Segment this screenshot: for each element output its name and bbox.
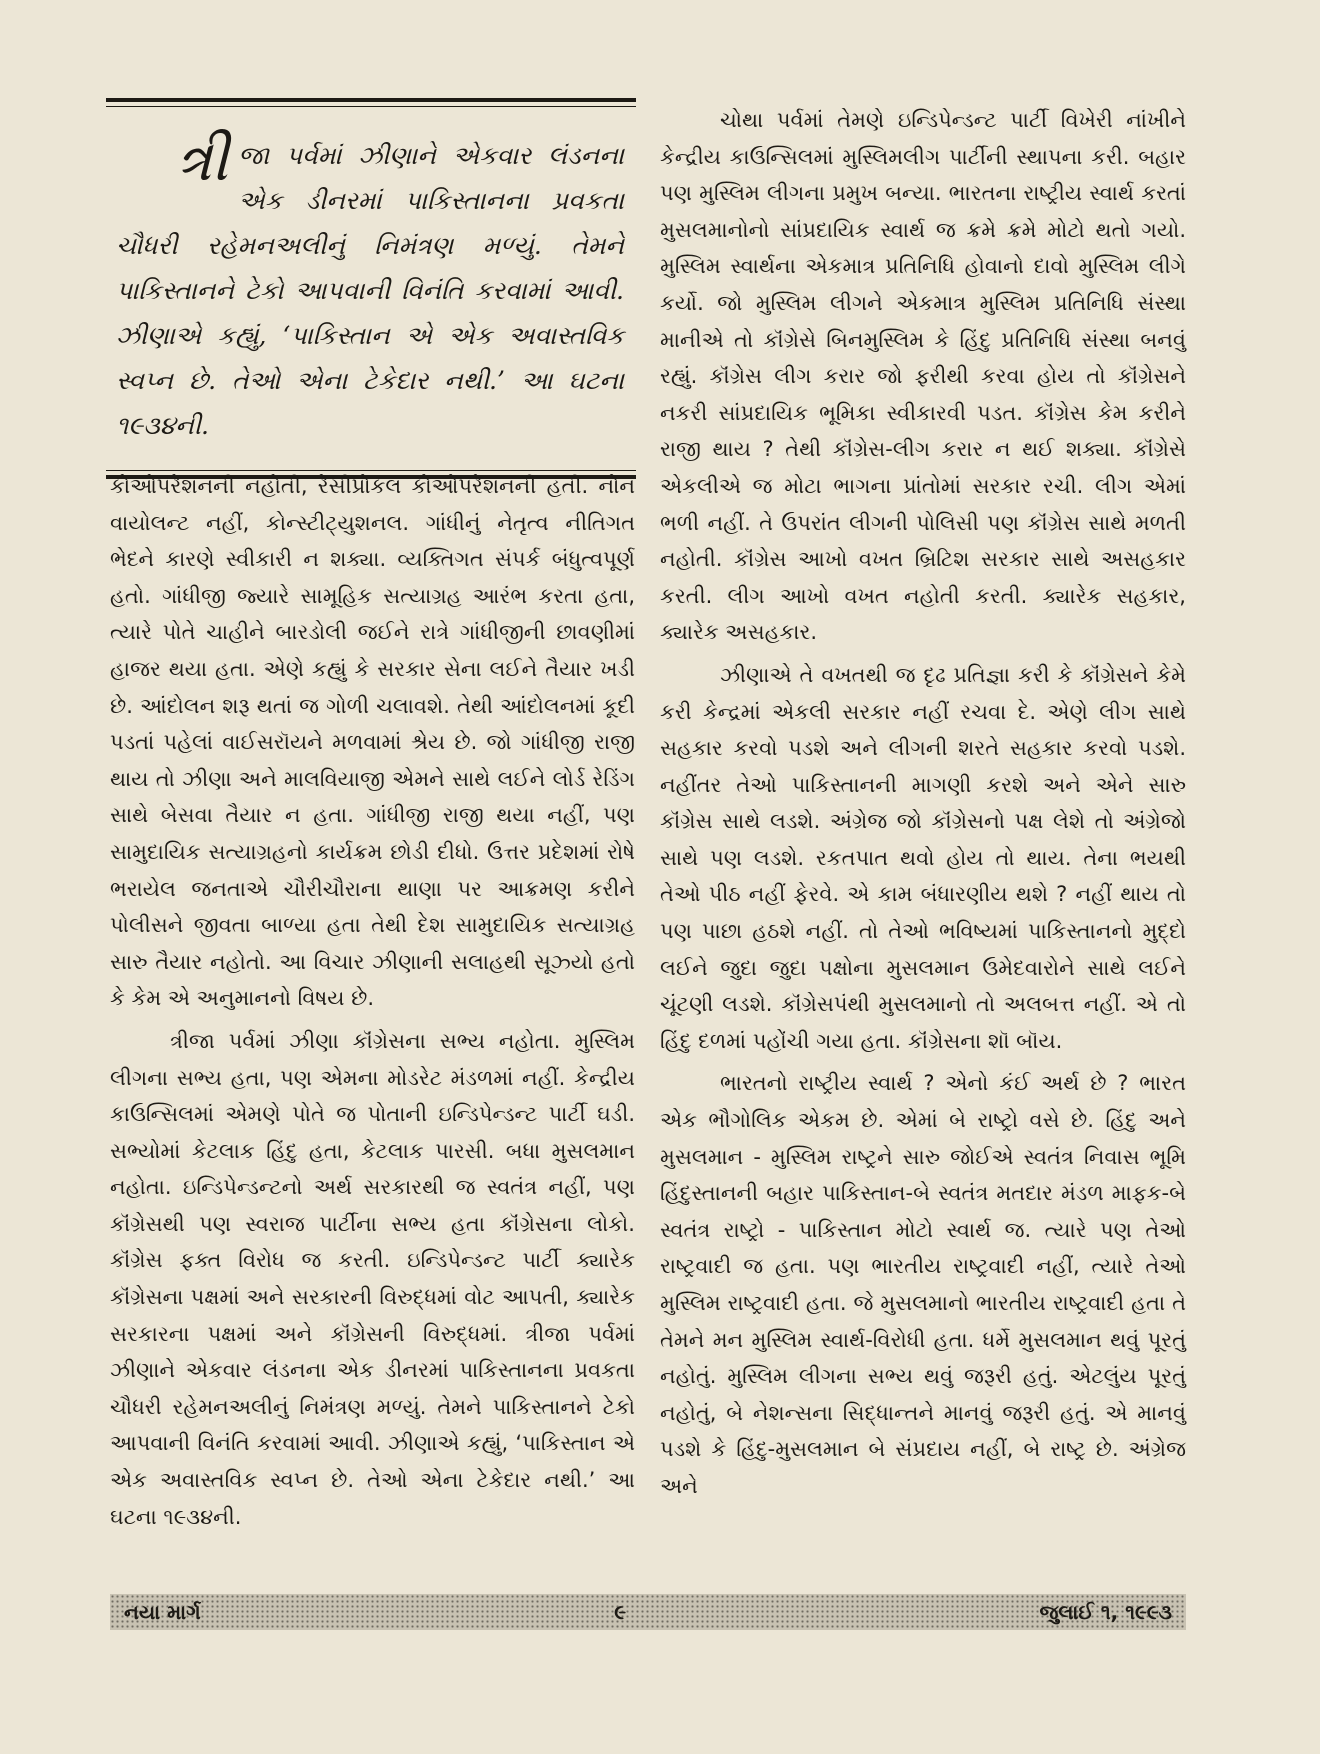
page-number: ૯	[614, 1600, 627, 1624]
pull-quote	[106, 98, 636, 479]
left-paragraph-2: ત્રીજા પર્વમાં ઝીણા કૉંગ્રેસના સભ્ય નહોતા. મુસ્લિમ લીગના સભ્ય હતા, પણ એમના મોડરેટ મંડળમાં નહીં. કેન્દ્રીય કાઉન્સિલમાં એમણે પોતે જ પોતાની ઇન્ડિપેન્ડન્ટ પાર્ટી ઘડી. સભ્યોમાં કેટલાક હિંદુ હતા, કેટલાક પારસી. બધા મુસલમાન નહોતા. ઇન્ડિપેન્ડન્ટનો અર્થ સરકારથી જ સ્વતંત્ર નહીં, પણ કૉંગ્રેસથી પણ સ્વરાજ પાર્ટીના સભ્ય હતા કૉંગ્રેસના લોકો. કૉંગ્રેસ ફક્ત વિરોધ જ કરતી. ઇન્ડિપેન્ડન્ટ પાર્ટી ક્યારેક કૉંગ્રેસના પક્ષમાં અને સરકારની વિરુદ્ધમાં વોટ આપતી, ક્યારેક સરકારના પક્ષમાં અને કૉંગ્રેસની વિરુદ્ધમાં. ત્રીજા પર્વમાં ઝીણાને એકવાર લંડનના એક ડીનરમાં પાકિસ્તાનના પ્રવકતા ચૌધરી રહેમનઅલીનું નિમંત્રણ મળ્યું. તેમને પાકિસ્તાનને ટેકો આપવાની વિનંતિ કરવામાં આવી. ઝીણાએ કહ્યું, ‘પાકિસ્તાન એ એક અવાસ્તવિક સ્વપ્ન છે. તેઓ એના ટેકેદાર નથી.’ આ ઘટના ૧૯૩૪ની.	[110, 1028, 635, 1529]
page-footer	[110, 1594, 1186, 1630]
pull-quote-text-block	[106, 126, 636, 448]
right-paragraph-3: ભારતનો રાષ્ટ્રીય સ્વાર્થ ? એનો કંઈ અર્થ છે ? ભારત એક ભૌગોલિક એકમ છે. એમાં બે રાષ્ટ્રો વસે છે. હિંદુ અને મુસલમાન - મુસ્લિમ રાષ્ટ્રને સારુ જોઈએ સ્વતંત્ર નિવાસ ભૂમિ હિંદુસ્તાનની બહાર પાકિસ્તાન-બે સ્વતંત્ર મતદાર મંડળ માફક-બે સ્વતંત્ર રાષ્ટ્રો - પાકિસ્તાન મોટો સ્વાર્થ જ. ત્યારે પણ તેઓ રાષ્ટ્રવાદી જ હતા. પણ ભારતીય રાષ્ટ્રવાદી નહીં, ત્યારે તેઓ મુસ્લિમ રાષ્ટ્રવાદી હતા. જે મુસલમાનો ભારતીય રાષ્ટ્રવાદી હતા તે તેમને મન મુસ્લિમ સ્વાર્થ-વિરોધી હતા. ધર્મે મુસલમાન થવું પૂરતું નહોતું. મુસ્લિમ લીગના સભ્ય થવું જરૂરી હતું. એટલુંય પૂરતું નહોતું, બે નેશન્સના સિદ્ધાન્તને માનવું જરૂરી હતું. એ માનવું પડશે કે હિંદુ-મુસલમાન બે સંપ્રદાય નહીં, બે રાષ્ટ્ર છે. અંગ્રેજ અને	[660, 1071, 1186, 1498]
left-paragraph-1: કોઓપરેશનની નહોતી, રેસીપ્રોકલ કોઓપરેશનની હતી. નોન વાયોલન્ટ નહીં, કોન્સ્ટીટ્યુશનલ. ગાંધીનું નેતૃત્વ નીતિગત ભેદને કારણે સ્વીકારી ન શક્યા. વ્યક્તિગત સંપર્ક બંધુત્વપૂર્ણ હતો. ગાંધીજી જ્યારે સામૂહિક સત્યાગ્રહ આરંભ કરતા હતા, ત્યારે પોતે ચાહીને બારડોલી જઈને રાત્રે ગાંધીજીની છાવણીમાં હાજર થયા હતા. એણે કહ્યું કે સરકાર સેના લઈને તૈયાર ખડી છે. આંદોલન શરૂ થતાં જ ગોળી ચલાવશે. તેથી આંદોલનમાં કૂદી પડતાં પહેલાં વાઈસરૉયને મળવામાં શ્રેય છે. જો ગાંધીજી રાજી થાય તો ઝીણા અને માલવિયાજી એમને સાથે લઈને લોર્ડ રેડિંગ સાથે બેસવા તૈયાર ન હતા. ગાંધીજી રાજી થયા નહીં, પણ સામુદાયિક સત્યાગ્રહનો કાર્યક્રમ છોડી દીધો. ઉત્તર પ્રદેશમાં રોષે ભરાયેલ જનતાએ ચૌરીચૌરાના થાણા પર આક્રમણ કરીને પોલીસને જીવતા બાળ્યા હતા તેથી દેશ સામુદાયિક સત્યાગ્રહ સારુ તૈયાર નહોતો. આ વિચાર ઝીણાની સલાહથી સૂઝ્યો હતો કે કેમ એ અનુમાનનો વિષય છે.	[110, 474, 635, 1011]
pull-quote-dropcap: ત્રી	[176, 126, 229, 194]
left-column	[110, 468, 635, 1541]
publication-name: નયા માર્ગ	[124, 1600, 201, 1624]
right-paragraph-2: ઝીણાએ તે વખતથી જ દૃઢ પ્રતિજ્ઞા કરી કે કૉંગ્રેસને કેમે કરી કેન્દ્રમાં એકલી સરકાર નહીં રચવા દે. એણે લીગ સાથે સહકાર કરવો પડશે અને લીગની શરતે સહકાર કરવો પડશે. નહીંતર તેઓ પાકિસ્તાનની માગણી કરશે અને એને સારુ કૉંગ્રેસ સાથે લડશે. અંગ્રેજ જો કૉંગ્રેસનો પક્ષ લેશે તો અંગ્રેજો સાથે પણ લડશે. રકતપાત થવો હોય તો થાય. તેના ભયથી તેઓ પીઠ નહીં ફેરવે. એ કામ બંધારણીય થશે ? નહીં થાય તો પણ પાછા હઠશે નહીં. તો તેઓ ભવિષ્યમાં પાકિસ્તાનનો મુદ્દો લઈને જુદા જુદા પક્ષોના મુસલમાન ઉમેદવારોને સાથે લઈને ચૂંટણી લડશે. કૉંગ્રેસપંથી મુસલમાનો તો અલબત્ત નહીં. એ તો હિંદુ દળમાં પહોંચી ગયા હતા. કૉંગ્રેસના શૉ બૉય.	[660, 662, 1186, 1053]
right-column	[660, 102, 1186, 1511]
right-paragraph-1: ચોથા પર્વમાં તેમણે ઇન્ડિપેન્ડન્ટ પાર્ટી વિખેરી નાંખીને કેન્દ્રીય કાઉન્સિલમાં મુસ્લિમલીગ પાર્ટીની સ્થાપના કરી. બહાર પણ મુસ્લિમ લીગના પ્રમુખ બન્યા. ભારતના રાષ્ટ્રીય સ્વાર્થ કરતાં મુસલમાનોનો સાંપ્રદાયિક સ્વાર્થ જ ક્રમે ક્રમે મોટો થતો ગયો. મુસ્લિમ સ્વાર્થના એકમાત્ર પ્રતિનિધિ હોવાનો દાવો મુસ્લિમ લીગે કર્યો. જો મુસ્લિમ લીગને એકમાત્ર મુસ્લિમ પ્રતિનિધિ સંસ્થા માનીએ તો કૉંગ્રેસે બિનમુસ્લિમ કે હિંદુ પ્રતિનિધિ સંસ્થા બનવું રહ્યું. કૉંગ્રેસ લીગ કરાર જો ફરીથી કરવા હોય તો કૉંગ્રેસને નકરી સાંપ્રદાયિક ભૂમિકા સ્વીકારવી પડત. કૉંગ્રેસ કેમ કરીને રાજી થાય ? તેથી કૉંગ્રેસ-લીગ કરાર ન થઈ શક્યા. કૉંગ્રેસે એકલીએ જ મોટા ભાગના પ્રાંતોમાં સરકાર રચી. લીગ એમાં ભળી નહીં. તે ઉપરાંત લીગની પોલિસી પણ કૉંગ્રેસ સાથે મળતી નહોતી. કૉંગ્રેસ આખો વખત બ્રિટિશ સરકાર સાથે અસહકાર કરતી. લીગ આખો વખત નહોતી કરતી. ક્યારેક સહકાર, ક્યારેક અસહકાર.	[660, 108, 1186, 645]
pull-quote-top-rule	[106, 98, 636, 107]
issue-date: જુલાઈ ૧, ૧૯૯૩	[1039, 1600, 1172, 1624]
pull-quote-text: જા પર્વમાં ઝીણાને એકવાર લંડનના એક ડીનરમાં પાકિસ્તાનના પ્રવકતા ચૌધરી રહેમનઅલીનું નિમંત્રણ મળ્યું. તેમને પાકિસ્તાનને ટેકો આપવાની વિનંતિ કરવામાં આવી. ઝીણાએ કહ્યું, ‘પાકિસ્તાન એ એક અવાસ્તવિક સ્વપ્ન છે. તેઓ એના ટેકેદાર નથી.’ આ ઘટના ૧૯૩૪ની.	[116, 141, 624, 440]
